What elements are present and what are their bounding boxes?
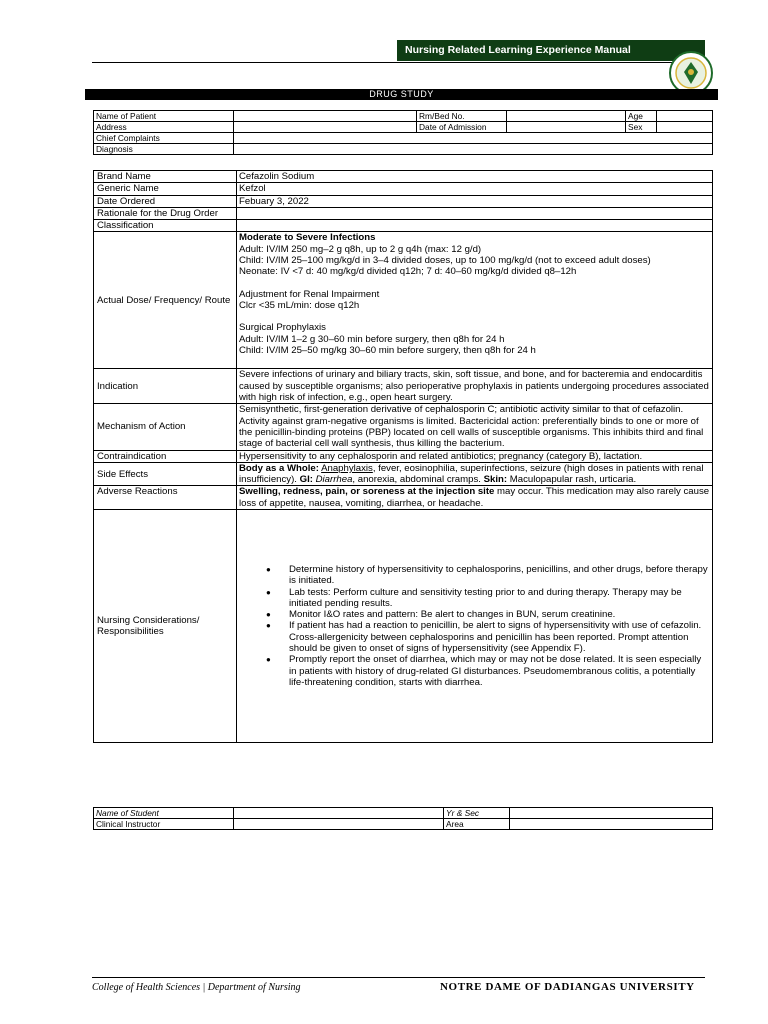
adverse-reactions-label: Adverse Reactions <box>94 486 237 510</box>
bullet-icon: ● <box>266 610 271 620</box>
sex-label: Sex <box>626 122 657 133</box>
indication-label: Indication <box>94 369 237 404</box>
patient-info-table <box>93 110 713 155</box>
diagnosis-label: Diagnosis <box>94 144 234 155</box>
date-of-admission-field[interactable] <box>507 122 626 133</box>
yr-sec-label: Yr & Sec <box>444 808 510 819</box>
bullet-icon: ● <box>266 655 271 665</box>
bullet-icon: ● <box>266 564 271 574</box>
drug-study-title: DRUG STUDY <box>85 89 718 100</box>
date-of-admission-label: Date of Admission <box>417 122 507 133</box>
area-label: Area <box>444 819 510 830</box>
dose-label: Actual Dose/ Frequency/ Route <box>94 232 237 369</box>
indication-text: Severe infections of urinary and biliary tracts, skin, soft tissue, and bone, and for bacteremia and endocarditis caused by susceptible organisms; also perioperative prophylaxis in patients undergoing procedures associated with high risk of infection, e.g., open heart surgery. <box>237 369 713 404</box>
list-item: ● Promptly report the onset of diarrhea, which may or may not be dose related. It is seen especially in patients with history of drug-related GI disturbances. Pseudomembranous colitis, a potentially life-threatening condition, starts with diarrhea. <box>266 654 702 688</box>
list-item: ● If patient has had a reaction to penicillin, be alert to signs of hypersensitivity with use of cefazolin. Cross-allergenicity between cephalosporins and penicillin has been reported. Prompt attention should be given to onset of signs of hypersensitivity (see Appendix F). <box>266 620 702 654</box>
bullet-icon: ● <box>266 587 271 597</box>
side-effects-label: Side Effects <box>94 462 237 486</box>
rm-bed-label: Rm/Bed No. <box>417 111 507 122</box>
clinical-instructor-field[interactable] <box>234 819 444 830</box>
footer-rule <box>92 977 705 978</box>
rationale-field[interactable] <box>237 207 713 219</box>
classification-field[interactable] <box>237 220 713 232</box>
mechanism-text: Semisynthetic, first-generation derivative of cephalosporin C; antibiotic activity similar to that of cefazolin. Activity against gram-negative organisms is limited. Bactericidal action: preferentially binds to one or more of the penicillin-binding proteins (PBP) located on cell walls of susceptible organisms. This inhibits third and final stage of bacterial cell wall synthesis, thus killing the bacterium. <box>237 404 713 450</box>
dose-heading: Moderate to Severe Infections <box>239 232 376 244</box>
chief-complaints-field[interactable] <box>234 133 713 144</box>
list-item: ● Determine history of hypersensitivity to cephalosporins, penicillins, and other drugs, before therapy is initiated. <box>266 563 708 587</box>
age-label: Age <box>626 111 657 122</box>
generic-name-label: Generic Name <box>94 183 237 195</box>
surgical-heading: Surgical Prophylaxis <box>239 322 326 334</box>
dose-cell <box>237 232 713 369</box>
name-of-student-field[interactable] <box>234 808 444 819</box>
bullet-icon: ● <box>266 621 271 631</box>
brand-name-value: Cefazolin Sodium <box>237 171 713 183</box>
rm-bed-field[interactable] <box>507 111 626 122</box>
adverse-reactions-text: Swelling, redness, pain, or soreness at the injection site may occur. This medication may also rarely cause loss of appetite, nausea, vomiting, diarrhea, or headache. <box>237 486 713 510</box>
age-field[interactable] <box>657 111 713 122</box>
name-of-patient-field[interactable] <box>234 111 417 122</box>
mechanism-label: Mechanism of Action <box>94 404 237 450</box>
surgical-child: Child: IV/IM 25–50 mg/kg 30–60 min before surgery, then q8h for 24 h <box>239 344 536 356</box>
name-of-patient-label: Name of Patient <box>94 111 234 122</box>
nursing-considerations-list <box>239 564 710 688</box>
brand-name-label: Brand Name <box>94 171 237 183</box>
nursing-considerations-label: Nursing Considerations/ Responsibilities <box>94 510 237 743</box>
dose-adult: Adult: IV/IM 250 mg–2 g q8h, up to 2 g q4h (max: 12 g/d) <box>239 243 482 255</box>
side-effects-text: Body as a Whole: Anaphylaxis, fever, eosinophilia, superinfections, seizure (high doses in patients with renal insufficiency). GI: Diarrhea, anorexia, abdominal cramps. Skin: Maculopapular rash, urticaria. <box>237 462 713 486</box>
dose-neonate: Neonate: IV <7 d: 40 mg/kg/d divided q12h; 7 d: 40–60 mg/kg/d divided q8–12h <box>239 266 577 278</box>
generic-name-value: Kefzol <box>237 183 713 195</box>
address-label: Address <box>94 122 234 133</box>
renal-heading: Adjustment for Renal Impairment <box>239 288 380 300</box>
renal-dose: Clcr <35 mL/min: dose q12h <box>239 299 360 311</box>
address-field[interactable] <box>234 122 417 133</box>
rationale-label: Rationale for the Drug Order <box>94 207 237 219</box>
manual-title-banner: Nursing Related Learning Experience Manual <box>397 40 705 61</box>
header-rule <box>92 62 705 63</box>
area-field[interactable] <box>510 819 713 830</box>
contraindication-text: Hypersensitivity to any cephalosporin and related antibiotics; pregnancy (category B), lactation. <box>237 450 713 462</box>
yr-sec-field[interactable] <box>510 808 713 819</box>
footer-college: College of Health Sciences | Department of Nursing <box>92 982 301 993</box>
clinical-instructor-label: Clinical Instructor <box>94 819 234 830</box>
date-ordered-label: Date Ordered <box>94 195 237 207</box>
list-item: ● Lab tests: Perform culture and sensitivity testing prior to and during therapy. Therapy may be initiated pending results. <box>266 586 682 609</box>
list-item: ● Monitor I&O rates and pattern: Be alert to changes in BUN, serum creatinine. <box>266 609 616 621</box>
classification-label: Classification <box>94 220 237 232</box>
date-ordered-value: Febuary 3, 2022 <box>237 195 713 207</box>
dose-child: Child: IV/IM 25–100 mg/kg/d in 3–4 divided doses, up to 100 mg/kg/d (not to exceed adult doses) <box>239 255 651 267</box>
nursing-considerations-cell <box>237 510 713 743</box>
contraindication-label: Contraindication <box>94 450 237 462</box>
surgical-adult: Adult: IV/IM 1–2 g 30–60 min before surgery, then q8h for 24 h <box>239 333 505 345</box>
drug-study-table <box>93 170 713 743</box>
diagnosis-field[interactable] <box>234 144 713 155</box>
student-info-table <box>93 807 713 830</box>
chief-complaints-label: Chief Complaints <box>94 133 234 144</box>
sex-field[interactable] <box>657 122 713 133</box>
footer-university: NOTRE DAME OF DADIANGAS UNIVERSITY <box>440 981 695 993</box>
name-of-student-label: Name of Student <box>94 808 234 819</box>
